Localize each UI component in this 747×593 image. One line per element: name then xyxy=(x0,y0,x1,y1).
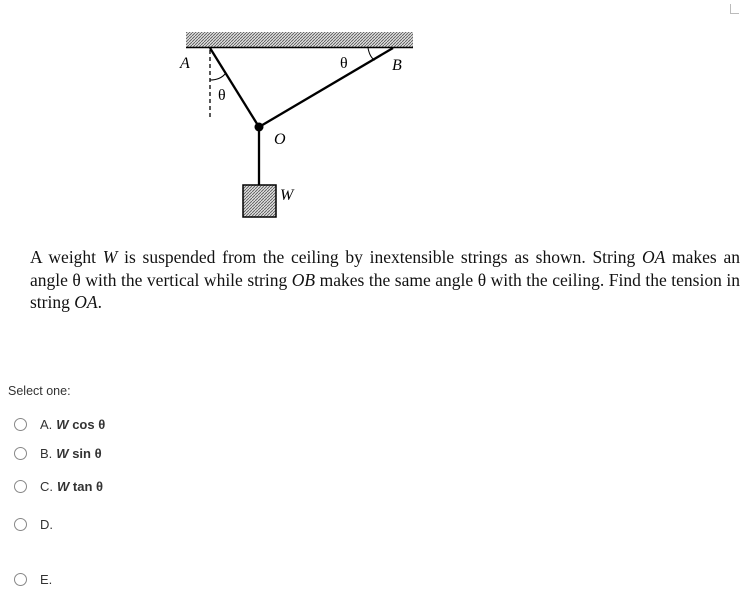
theta-label-B: θ xyxy=(340,55,348,72)
label-O: O xyxy=(274,131,286,148)
question-text: A weight W is suspended from the ceiling by inextensible strings as shown. String OA makes an angle θ with the vertical while string OB makes the same angle θ with the ceiling. Find the tension in string OA. xyxy=(30,247,740,312)
label-B: B xyxy=(392,57,402,74)
option-letter: D. xyxy=(40,517,53,532)
string-OB xyxy=(259,48,393,127)
option-letter: C. xyxy=(40,479,53,494)
option-letter: A. xyxy=(40,417,53,432)
radio-button[interactable] xyxy=(14,418,27,431)
label-W: W xyxy=(280,187,294,204)
point-O xyxy=(255,123,264,132)
option-answer: W cos θ xyxy=(56,417,106,432)
option-e[interactable] xyxy=(14,572,52,587)
option-letter: B. xyxy=(40,446,53,461)
option-a[interactable] xyxy=(14,417,105,432)
radio-button[interactable] xyxy=(14,447,27,460)
radio-button[interactable] xyxy=(14,480,27,493)
option-answer: W tan θ xyxy=(57,479,104,494)
option-d[interactable] xyxy=(14,517,53,532)
option-answer: W sin θ xyxy=(56,446,102,461)
option-b[interactable] xyxy=(14,446,102,461)
radio-button[interactable] xyxy=(14,518,27,531)
option-c[interactable] xyxy=(14,479,103,494)
corner-mark xyxy=(730,4,739,14)
select-one-label: Select one: xyxy=(8,384,71,398)
radio-button[interactable] xyxy=(14,573,27,586)
ceiling xyxy=(186,32,413,47)
weight-block xyxy=(243,185,276,217)
physics-diagram xyxy=(0,0,747,240)
theta-label-A: θ xyxy=(218,87,226,104)
option-letter: E. xyxy=(40,572,53,587)
label-A: A xyxy=(180,55,190,72)
